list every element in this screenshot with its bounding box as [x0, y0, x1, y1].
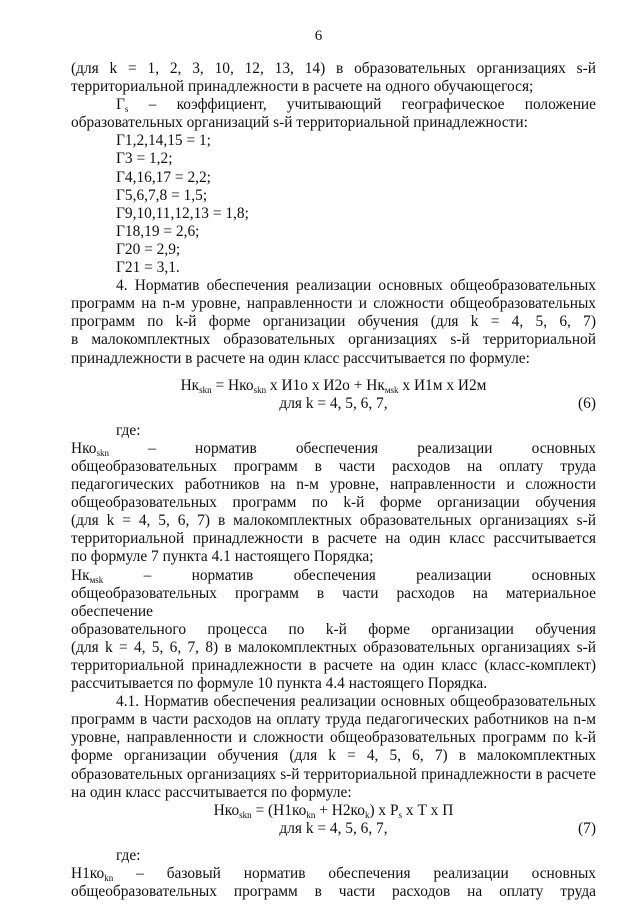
definition-first-line: $Нк_{мsk}$ – норматив обеспечения реализации основных — [71, 566, 596, 585]
gamma-value: Г21 = 3,1. — [116, 259, 180, 277]
gamma-value: Г9,10,11,12,13 = 1,8; — [116, 204, 249, 222]
definition-line: педагогических работников на n-м уровне, направленности и сложности — [71, 476, 596, 494]
formula-expression: $Нко_{skn} = (Н1ко_{kn} + Н2ко_k)$ х $Р_s$ х Т х П — [213, 801, 454, 820]
where-label: где: — [116, 421, 141, 439]
paragraph-line: программ по k-й форме организации обучения (для k = 4, 5, 6, 7) — [71, 313, 596, 331]
gamma-value: Г18,19 = 2,6; — [116, 222, 200, 240]
definition-line: образовательных организаций s-й территориальной принадлежности: — [71, 114, 528, 132]
gamma-value: Г3 = 1,2; — [116, 150, 173, 168]
definition-line: общеобразовательных программ по k-й форме организации обучения — [71, 494, 596, 512]
formula-7-condition — [71, 820, 596, 838]
definition-line: по формуле 7 пункта 4.1 настоящего Порядка; — [71, 548, 374, 566]
definition-line: рассчитывается по формуле 10 пункта 4.4 настоящего Порядка. — [71, 675, 488, 693]
formula-6 — [71, 377, 596, 395]
formula-number: (6) — [578, 394, 596, 412]
paragraph-line: программ на n-м уровне, направленности и сложности общеобразовательных — [71, 295, 596, 313]
gamma-value: Г4,16,17 = 2,2; — [116, 168, 211, 186]
paragraph-continuation-line: территориальной принадлежности в расчете на одного обучающегося; — [71, 78, 534, 96]
definition-line: общеобразовательных программ в части расходов на оплату труда — [71, 457, 596, 475]
definition-first-line: $Н1ко_{kn}$ – базовый норматив обеспечения реализации основных — [71, 865, 596, 884]
paragraph-line: на один класс рассчитывается по формуле: — [71, 783, 352, 801]
formula-condition: для k = 4, 5, 6, 7, — [279, 819, 388, 837]
subscript: s — [124, 104, 129, 115]
paragraph-line: программ в части расходов на оплату труда педагогических работников на n-м — [71, 711, 596, 729]
paragraph-line: 4.1. Норматив обеспечения реализации основных общеобразовательных — [116, 693, 596, 711]
paragraph-line: образовательных организациях s-й территориальной принадлежности в расчете — [71, 765, 596, 783]
formula-6-condition — [71, 395, 596, 413]
paragraph-line: уровне, направленности и сложности общеобразовательных программ по k-й — [71, 729, 596, 747]
formula-7 — [71, 802, 596, 820]
document-body — [71, 60, 596, 901]
gamma-value: Г1,2,14,15 = 1; — [116, 132, 211, 150]
paragraph-line: 4. Норматив обеспечения реализации основных общеобразовательных — [116, 277, 596, 295]
paragraph-continuation-line: (для k = 1, 2, 3, 10, 12, 13, 14) в образовательных организациях s-й — [71, 60, 596, 77]
gamma-value: Г20 = 2,9; — [116, 240, 181, 258]
definition-line: (для k = 4, 5, 6, 7, 8) в малокомплектных образовательных организациях s-й — [71, 638, 596, 656]
definition-line: территориальной принадлежности в расчете на один класс рассчитывается — [71, 530, 596, 548]
paragraph-line: форме организации обучения (для k = 4, 5, 6, 7) в малокомплектных — [71, 747, 596, 765]
definition-first-line: Нко$_{skn}$ – норматив обеспечения реализации основных — [71, 439, 596, 458]
definition-line: территориальной принадлежности в расчете на один класс (класс-комплект) — [71, 657, 596, 674]
paragraph-line: принадлежности в расчете на один класс рассчитывается по формуле: — [71, 349, 530, 367]
formula-number: (7) — [578, 819, 596, 837]
formula-expression: $Нк_{skn} = Нко_{skn}$ х И1о х $И2о + Нк_{мsk}$ х И1м х И2м — [180, 376, 487, 395]
definition-line: общеобразовательных программ в части расходов на оплату труда — [71, 883, 596, 901]
page-number: 6 — [314, 28, 323, 44]
definition-text: – коэффициент, учитывающий географическое положение — [128, 96, 596, 114]
where-label: где: — [116, 846, 141, 864]
symbol: Г — [116, 96, 125, 114]
formula-condition: для k = 4, 5, 6, 7, — [279, 394, 388, 412]
definition-line: (для k = 4, 5, 6, 7) в малокомплектных образовательных организациях s-й — [71, 512, 596, 530]
definition-line: общеобразовательных программ в части расходов на материальное обеспечение — [71, 584, 596, 620]
gamma-value: Г5,6,7,8 = 1,5; — [116, 186, 208, 204]
gamma-definition — [71, 96, 596, 114]
paragraph-line: в малокомплектных образовательных организациях s-й территориальной — [71, 331, 596, 349]
definition-line: образовательного процесса по k-й форме организации обучения — [71, 620, 596, 638]
